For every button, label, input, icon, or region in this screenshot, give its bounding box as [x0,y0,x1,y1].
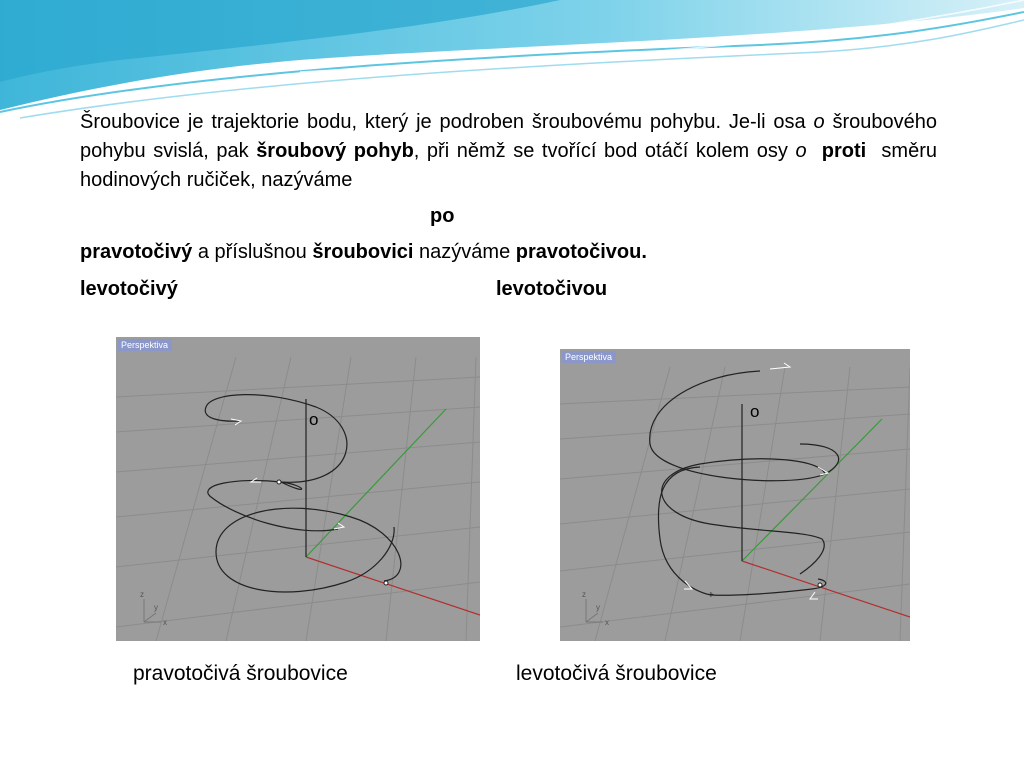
viewport-label: Perspektiva [118,339,172,351]
gizmo-x-label: x [163,618,167,627]
point-marker [277,480,281,484]
intro-paragraph: Šroubovice je trajektorie bodu, který je podroben šroubovému pohybu. Je-li osa o šroubového pohybu svislá, pak šroubový pohyb, při němž se tvořící bod otáčí kolem osy o proti směru hodinových ručiček, nazýváme [80,111,938,191]
y-axis-line [742,419,882,561]
gizmo-y-label: y [596,603,600,612]
axis-symbol-o: o [795,140,807,162]
grid [116,357,480,641]
bold-word-po: po [430,205,455,227]
perspective-viewport-left-helix [560,349,910,641]
helix-drawing-left [560,349,910,641]
bold-word-proti: proti [821,140,867,162]
bold-term-screw-motion: šroubový pohyb [256,140,414,162]
x-axis-line [742,561,910,617]
y-axis-line [306,409,446,557]
gizmo-z-label: z [582,590,586,599]
definition-line: pravotočivý a příslušnou šroubovici nazýváme pravotočivou. [80,241,647,263]
gizmo-x-label: x [605,618,609,627]
perspective-viewport-right-helix [116,337,480,641]
cross-marker-icon: + [708,590,714,601]
helix-upper-loop [205,395,347,483]
helix-middle-loop [208,480,338,530]
bold-term-levotocivy: levotočivý [80,278,178,300]
axis-symbol-o: o [813,111,825,133]
arrow-icon [770,363,790,369]
point-marker [384,581,388,585]
bold-term-levotocivou: levotočivou [496,278,608,300]
gizmo-y-label: y [154,603,158,612]
caption-right-helix: pravotočivá šroubovice [133,662,348,685]
bold-term-pravotocivy: pravotočivý [80,241,193,263]
axis-gizmo [586,599,603,622]
axis-label-o: o [750,402,760,421]
caption-left-helix: levotočivá šroubovice [516,662,717,685]
bold-term-sroubovici: šroubovici [312,241,414,263]
arrow-icon [684,581,692,589]
viewport-label: Perspektiva [562,351,616,363]
helix-drawing-right [116,337,480,641]
axis-gizmo [144,599,161,622]
axis-label-o: o [309,410,319,429]
gizmo-z-label: z [140,590,144,599]
bold-term-pravotocivou: pravotočivou. [515,241,647,263]
point-marker [818,583,822,587]
